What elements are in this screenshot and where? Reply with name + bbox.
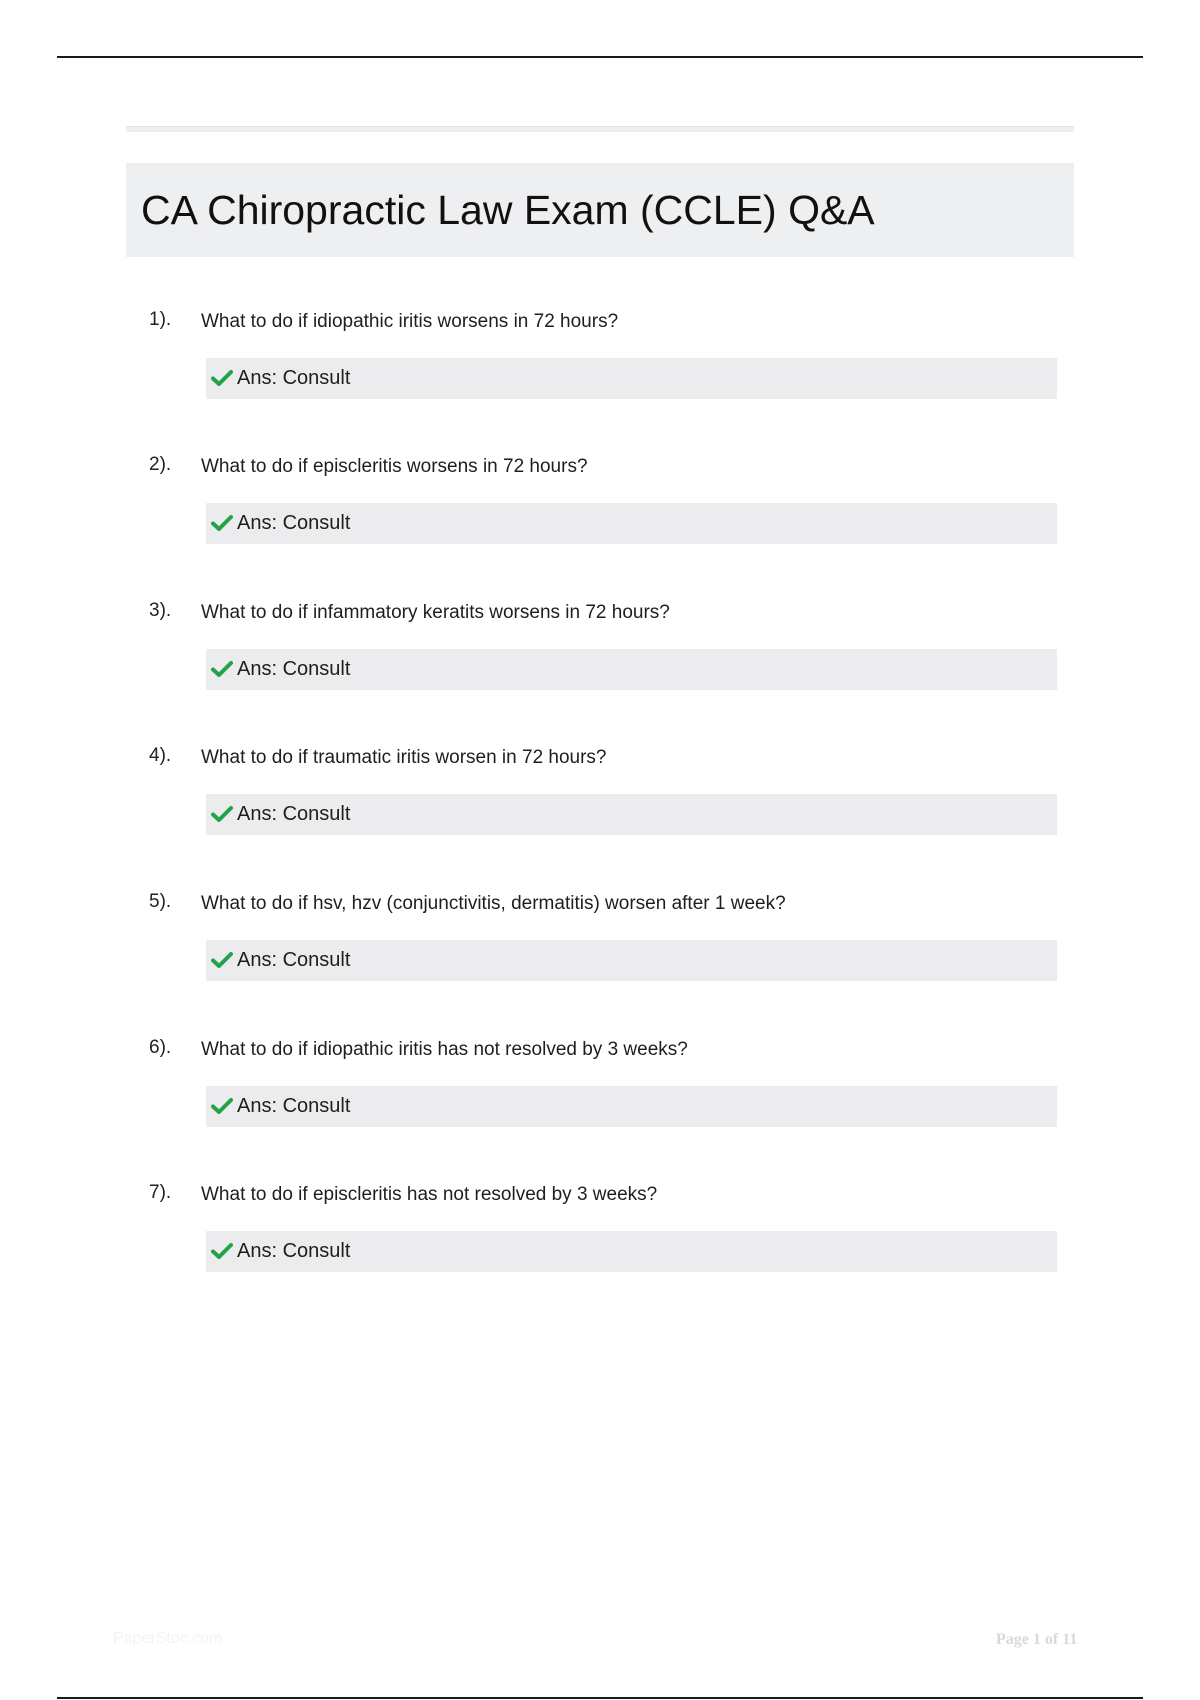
question-number: 4). (149, 745, 172, 766)
answer-text: Ans: Consult (237, 512, 351, 534)
answer-box (206, 1086, 1057, 1127)
answer-box (206, 940, 1057, 981)
question-text: What to do if episcleritis has not resolved by 3 weeks? (201, 1184, 658, 1205)
qa-item (0, 451, 1200, 561)
qa-item (0, 888, 1200, 998)
answer-text: Ans: Consult (237, 949, 351, 971)
question-text: What to do if idiopathic iritis worsens in 72 hours? (201, 311, 619, 332)
answer-text: Ans: Consult (237, 658, 351, 680)
answer-text: Ans: Consult (237, 367, 351, 389)
answer-text: Ans: Consult (237, 1240, 351, 1262)
answer-box (206, 794, 1057, 835)
page-number: Page 1 of 11 (996, 1631, 1078, 1648)
check-icon (211, 805, 233, 823)
bottom-rule (57, 1697, 1143, 1699)
question-number: 7). (149, 1182, 172, 1203)
answer-box (206, 358, 1057, 399)
check-icon (211, 660, 233, 678)
check-icon (211, 369, 233, 387)
answer-box (206, 1231, 1057, 1272)
question-text: What to do if infammatory keratits worsens in 72 hours? (201, 602, 670, 623)
check-icon (211, 951, 233, 969)
qa-item (0, 742, 1200, 852)
answer-text: Ans: Consult (237, 803, 351, 825)
qa-item (0, 597, 1200, 707)
question-number: 3). (149, 600, 172, 621)
check-icon (211, 514, 233, 532)
question-number: 5). (149, 891, 172, 912)
question-text: What to do if idiopathic iritis has not resolved by 3 weeks? (201, 1039, 688, 1060)
question-text: What to do if traumatic iritis worsen in 72 hours? (201, 747, 607, 768)
question-number: 1). (149, 309, 172, 330)
qa-item (0, 1179, 1200, 1289)
question-number: 2). (149, 454, 172, 475)
answer-box (206, 649, 1057, 690)
question-number: 6). (149, 1037, 172, 1058)
check-icon (211, 1097, 233, 1115)
qa-item (0, 1034, 1200, 1144)
question-text: What to do if episcleritis worsens in 72 hours? (201, 456, 588, 477)
qa-item (0, 306, 1200, 416)
footer-watermark: PaperStoc.com (113, 1630, 223, 1647)
question-text: What to do if hsv, hzv (conjunctivitis, dermatitis) worsen after 1 week? (201, 893, 786, 914)
page-title: CA Chiropractic Law Exam (CCLE) Q&A (141, 187, 875, 233)
answer-box (206, 503, 1057, 544)
check-icon (211, 1242, 233, 1260)
answer-text: Ans: Consult (237, 1095, 351, 1117)
